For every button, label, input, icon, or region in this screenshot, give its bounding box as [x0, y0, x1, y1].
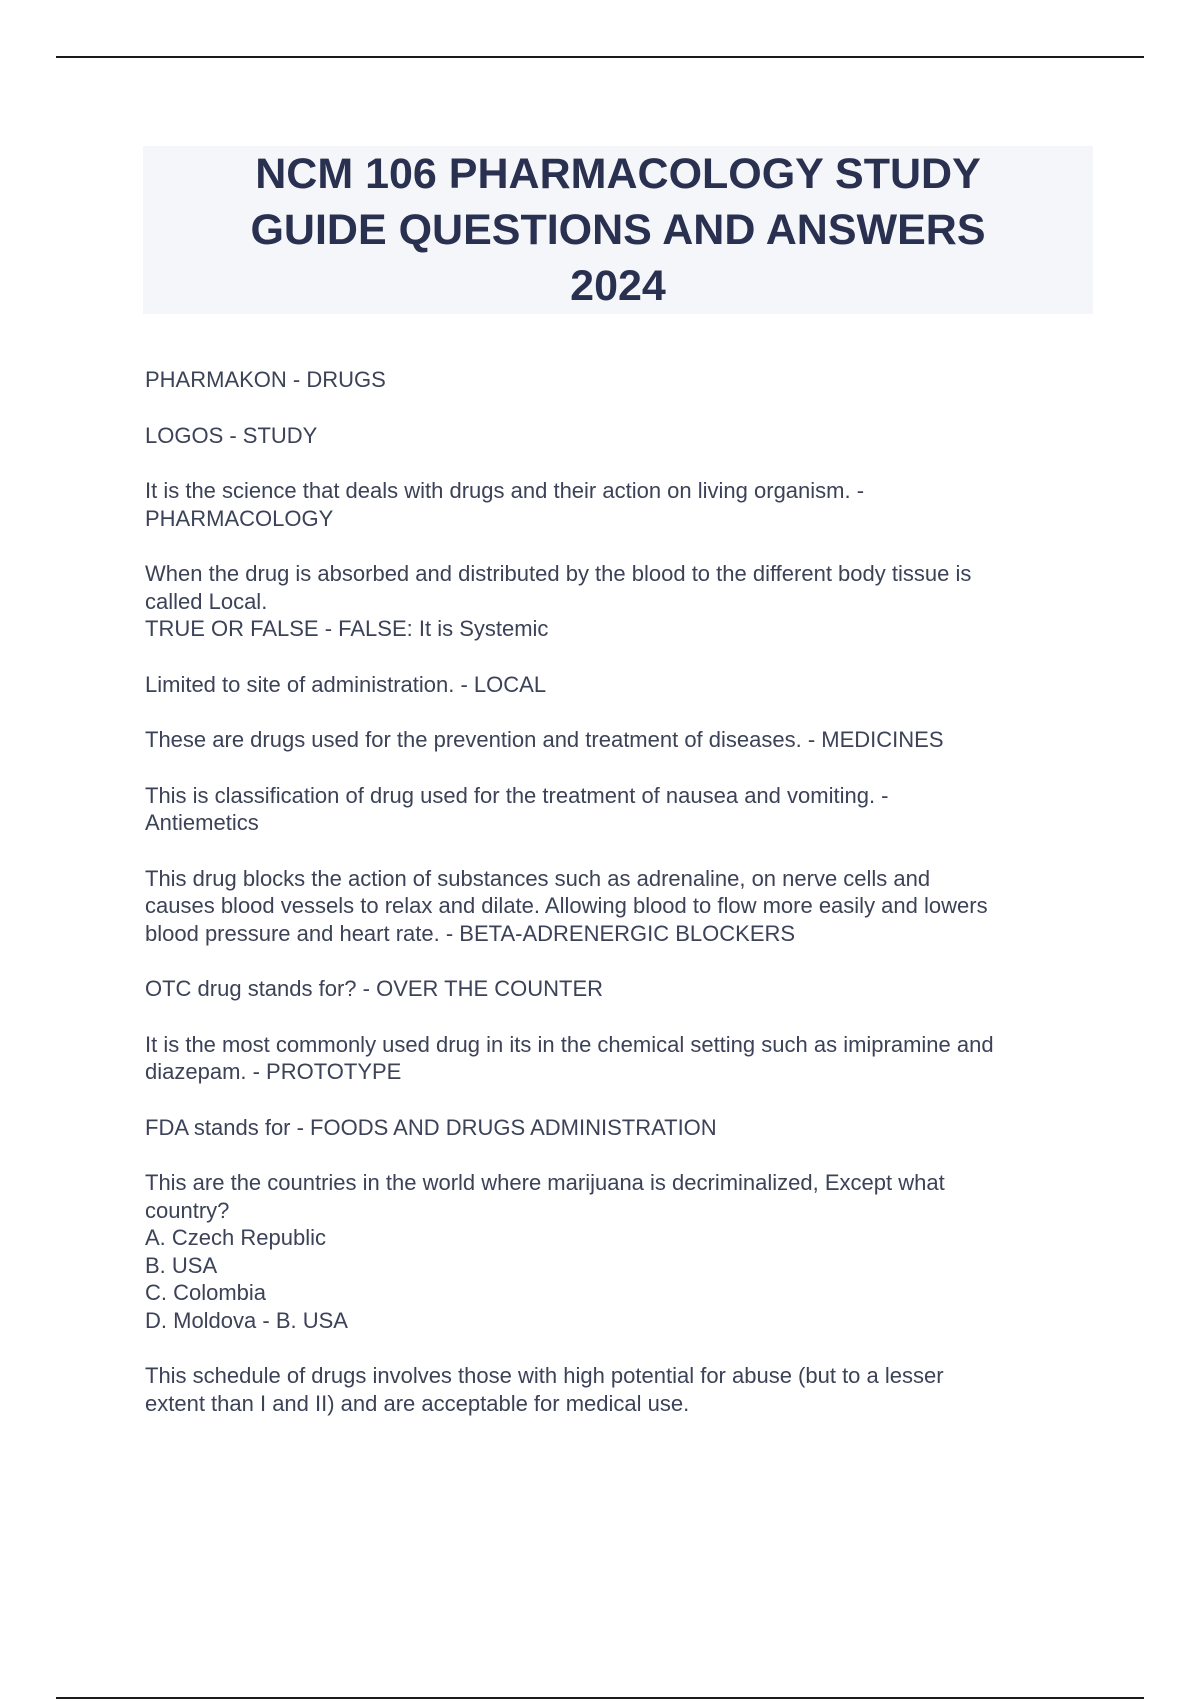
qa-line: This is classification of drug used for the treatment of nausea and vomiting. -: [145, 782, 889, 808]
qa-line: FDA stands for - FOODS AND DRUGS ADMINISTRATION: [145, 1114, 717, 1140]
qa-line: These are drugs used for the prevention and treatment of diseases. - MEDICINES: [145, 727, 944, 752]
qa-item: [145, 477, 1095, 532]
qa-item: [145, 726, 1095, 754]
qa-line: It is the science that deals with drugs and their action on living organism. -: [145, 478, 865, 503]
qa-line: B. USA: [145, 1252, 218, 1278]
qa-line: PHARMACOLOGY: [145, 505, 334, 531]
qa-list: [145, 366, 1095, 1445]
qa-line: LOGOS - STUDY: [145, 422, 318, 448]
qa-line: This schedule of drugs involves those with high potential for abuse (but to a lesser: [145, 1363, 944, 1388]
qa-item: [145, 1362, 1095, 1417]
qa-item: [145, 560, 1095, 643]
qa-line: diazepam. - PROTOTYPE: [145, 1059, 402, 1084]
qa-item: [145, 782, 1095, 837]
qa-line: blood pressure and heart rate. - BETA-ADRENERGIC BLOCKERS: [145, 920, 796, 946]
qa-item: [145, 1114, 1095, 1142]
qa-line: country?: [145, 1197, 230, 1223]
footer-rule: [56, 1697, 1144, 1699]
qa-line: PHARMAKON - DRUGS: [145, 367, 386, 392]
qa-line: This drug blocks the action of substances such as adrenaline, on nerve cells and: [145, 865, 931, 891]
title-line-1: NCM 106 PHARMACOLOGY STUDY: [255, 150, 981, 198]
qa-line: causes blood vessels to relax and dilate. Allowing blood to flow more easily and lowers: [145, 893, 988, 918]
qa-line: TRUE OR FALSE - FALSE: It is Systemic: [145, 616, 549, 641]
title-line-3: 2024: [570, 262, 666, 310]
qa-line: called Local.: [145, 588, 268, 614]
title-banner: [143, 146, 1093, 314]
title-line-2: GUIDE QUESTIONS AND ANSWERS: [250, 206, 986, 254]
qa-line: D. Moldova - B. USA: [145, 1307, 348, 1333]
qa-line: extent than I and II) and are acceptable for medical use.: [145, 1390, 690, 1416]
qa-line: Antiemetics: [145, 810, 259, 835]
qa-item: [145, 1031, 1095, 1086]
header-rule: [56, 56, 1144, 58]
qa-line: When the drug is absorbed and distributed by the blood to the different body tissue is: [145, 561, 972, 586]
qa-item: [145, 865, 1095, 948]
document-title: [250, 146, 985, 314]
qa-line: It is the most commonly used drug in its in the chemical setting such as imipramine and: [145, 1031, 994, 1057]
qa-item: [145, 1169, 1095, 1334]
qa-line: OTC drug stands for? - OVER THE COUNTER: [145, 976, 604, 1001]
qa-item: [145, 366, 1095, 394]
qa-line: This are the countries in the world where marijuana is decriminalized, Except what: [145, 1170, 945, 1195]
qa-line: A. Czech Republic: [145, 1225, 326, 1250]
qa-line: Limited to site of administration. - LOCAL: [145, 671, 547, 697]
qa-item: [145, 671, 1095, 699]
qa-item: [145, 975, 1095, 1003]
qa-item: [145, 422, 1095, 450]
qa-line: C. Colombia: [145, 1280, 267, 1305]
